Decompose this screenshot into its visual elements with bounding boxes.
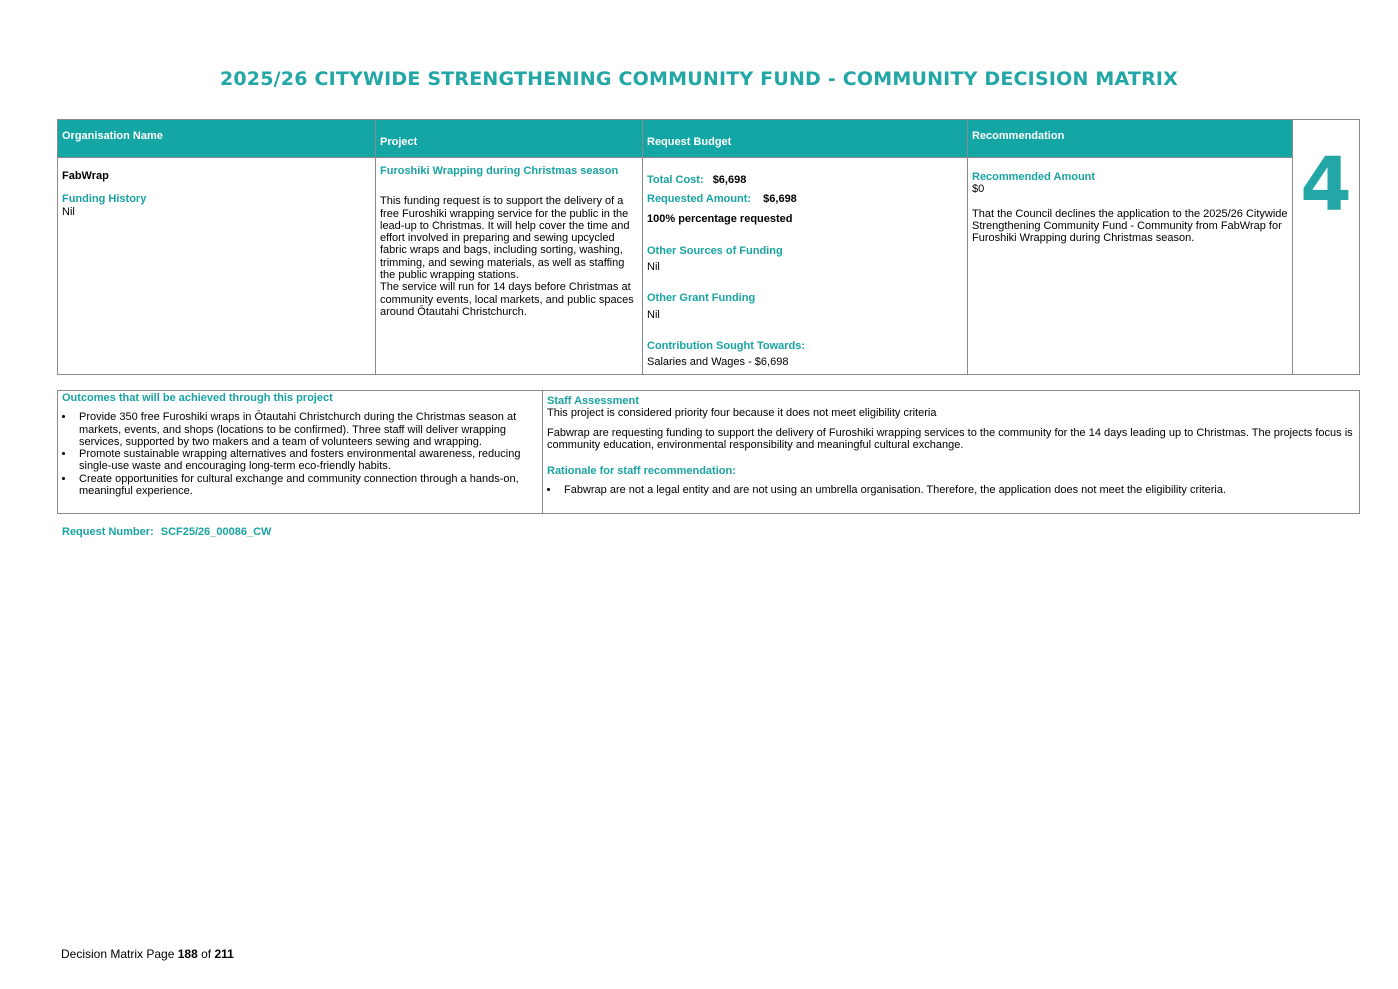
header-row — [58, 120, 1360, 158]
rationale-list — [547, 484, 1355, 496]
content-row — [58, 158, 1360, 375]
decision-matrix-table — [57, 119, 1360, 375]
list-item: • Fabwrap are not a legal entity and are not using an umbrella organisation. Therefore, the application does not meet the eligibility criteria. — [560, 484, 1355, 496]
recommended-amount-label: Recommended Amount — [972, 171, 1096, 183]
other-grant-value: Nil — [647, 308, 660, 321]
rationale-heading: Rationale for staff recommendation: — [547, 465, 736, 478]
percentage-requested: 100% percentage requested — [647, 212, 793, 225]
footer-total-pages: 211 — [214, 947, 234, 961]
outcomes-heading: Outcomes that will be achieved through this project — [62, 392, 333, 404]
project-description: This funding request is to support the delivery of a free Furoshiki wrapping service for the public in the lead-up to Christmas. It will help cover the time and effort involved in preparing and sewing upcycled fabric wraps and bags, including sorting, washing, trimming, and sewing materials, as well as staffing the public wrapping stations. — [380, 195, 630, 282]
organisation-name: FabWrap — [62, 170, 109, 182]
recommended-amount-value: $0 — [972, 183, 985, 196]
footer-of: of — [201, 947, 212, 961]
priority-cell — [1293, 120, 1360, 375]
staff-priority-line: This project is considered priority four because it does not meet eligibility criteria — [547, 407, 937, 420]
recommendation-text: That the Council declines the application to the 2025/26 Citywide Strengthening Community Fund - Community from FabWrap for Furoshiki Wrapping during Christmas season. — [972, 207, 1288, 245]
other-grant-label: Other Grant Funding — [647, 292, 756, 305]
funding-history-label: Funding History — [62, 193, 147, 206]
staff-assessment-cell — [543, 391, 1360, 514]
priority-number: 4 — [1300, 142, 1352, 228]
recommendation-cell — [968, 158, 1293, 375]
project-description-2: The service will run for 14 days before Christmas at community events, local markets, and public spaces around Ōtautahi Christchurch. — [380, 281, 634, 318]
request-number-value: SCF25/26_00086_CW — [160, 526, 272, 538]
header-project: Project — [376, 120, 643, 158]
requested-amount-value: $6,698 — [763, 193, 797, 206]
total-cost-label: Total Cost: — [647, 174, 704, 186]
project-cell — [376, 158, 643, 375]
other-sources-value: Nil — [647, 261, 660, 274]
request-number — [62, 526, 271, 538]
header-budget: Request Budget — [643, 120, 968, 158]
footer-page-number: 188 — [177, 947, 198, 961]
staff-assessment-heading: Staff Assessment — [547, 395, 639, 407]
list-item: • Create opportunities for cultural exchange and community connection through a hands-on, meaningful experience. — [75, 473, 538, 498]
header-recommendation: Recommendation — [968, 120, 1293, 158]
list-item: • Provide 350 free Furoshiki wraps in Ōtautahi Christchurch during the Christmas season at markets, events, and shops (locations to be confirmed). Three staff will deliver wrapping services, supported by two makers and a team of volunteers sewing and wrapping. — [75, 411, 538, 448]
project-name: Furoshiki Wrapping during Christmas season — [380, 165, 619, 177]
budget-cell — [643, 158, 968, 375]
page-title: 2025/26 CITYWIDE STRENGTHENING COMMUNITY FUND - COMMUNITY DECISION MATRIX — [219, 68, 1179, 90]
total-cost-value: $6,698 — [712, 174, 747, 186]
staff-paragraph: Fabwrap are requesting funding to support the delivery of Furoshiki wrapping services to the community for the 14 days leading up to Christmas. The projects focus is community education, environmental responsibility and meaningful cultural exchange. — [547, 426, 1353, 451]
list-item: • Promote sustainable wrapping alternatives and fosters environmental awareness, reducing single-use waste and encouraging long-term eco-friendly habits. — [75, 448, 538, 473]
header-organisation: Organisation Name — [58, 120, 376, 158]
page-footer — [61, 947, 234, 961]
organisation-cell — [58, 158, 376, 375]
contribution-label: Contribution Sought Towards: — [647, 340, 806, 353]
outcomes-cell — [58, 391, 543, 514]
request-number-label: Request Number: — [62, 526, 154, 538]
contribution-value: Salaries and Wages - $6,698 — [647, 356, 789, 369]
other-sources-label: Other Sources of Funding — [647, 244, 783, 257]
funding-history-value: Nil — [62, 205, 75, 218]
outcomes-list — [62, 411, 538, 497]
requested-amount-label: Requested Amount: — [647, 193, 752, 206]
footer-prefix: Decision Matrix Page — [61, 947, 175, 961]
outcomes-assessment-table — [57, 390, 1360, 514]
